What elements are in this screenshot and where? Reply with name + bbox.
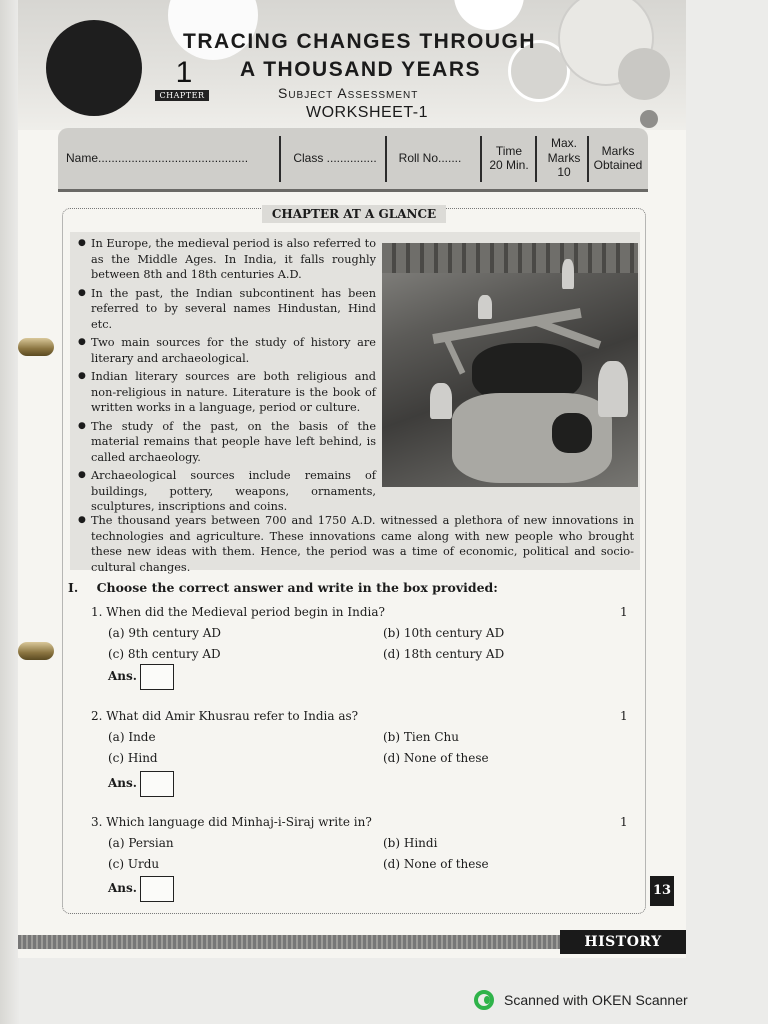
q1-option-b: (b) 10th century AD [383,626,505,640]
decorative-circle [454,0,524,30]
photo-pit [552,413,592,453]
q1-option-d: (d) 18th century AD [383,647,505,661]
photo-worker [478,295,492,319]
section-number: I. [68,580,79,595]
section-instruction: Choose the correct answer and write in the box provided: [96,580,498,595]
question-2-text: 2. What did Amir Khusrau refer to India as? [91,709,359,723]
roll-no-field: Roll No....... [398,150,462,165]
page-edge-shadow [0,0,20,1024]
chapter-title-line2: A THOUSAND YEARS [240,58,482,81]
q1-answer-box[interactable] [140,664,174,690]
subject-tag: HISTORY [560,930,686,954]
subject-assessment-subtitle: Subject Assessment [278,85,419,101]
time-field [484,128,534,188]
photo-worker [562,259,574,289]
glance-bullet: ● Two main sources for the study of history are literary and archaeological. [78,335,376,366]
photo-worker [598,361,628,417]
question-section-title [68,580,498,595]
glance-bullet: ● Indian literary sources are both religious and non-religious in nature. Literature is the book of written works in a language, period or culture. [78,369,376,416]
student-info-bar [58,128,648,192]
divider [587,136,589,182]
marks-obtained-field [590,128,646,188]
glance-bullet: ● In the past, the Indian subcontinent has been referred to by several names Hindustan, Hind etc. [78,286,376,333]
page-number: 13 [650,876,674,906]
glance-bullet: ● The study of the past, on the basis of the material remains that people have left behind, is called archaeology. [78,419,376,466]
name-field: Name............................................. [66,150,249,165]
chapter-tag: CHAPTER [155,90,209,101]
marks-label: Marks [547,150,581,165]
q2-answer-box[interactable] [140,771,174,797]
photo-wall [382,243,638,273]
divider [385,136,387,182]
q1-option-c: (c) 8th century AD [108,647,221,661]
glance-bullet: ● Archaeological sources include remains of buildings, pottery, weapons, ornaments, sculptures, inscriptions and coins. [78,468,376,515]
glance-bullet-list [78,236,376,518]
chapter-number: 1 [175,56,193,89]
q2-option-a: (a) Inde [108,730,156,744]
q3-answer-label: Ans. [108,881,137,895]
decorative-circle [46,20,142,116]
time-label: Time [495,143,523,158]
q2-option-b: (b) Tien Chu [383,730,459,744]
binder-ring [18,338,54,356]
marks-obtained-label1: Marks [601,143,635,158]
max-marks-value: 10 [557,165,571,180]
question-1-text: 1. When did the Medieval period begin in India? [91,605,385,619]
glance-bullet-wide: ● The thousand years between 700 and 1750 A.D. witnessed a plethora of new innovations in technologies and agriculture. These innovations came along with new people who brought these new ideas with them. Hence, the period was a time of economic, political and socio-cultural changes. [78,513,634,575]
photo-worker [430,383,452,419]
q3-option-c: (c) Urdu [108,857,160,871]
worksheet-label: WORKSHEET-1 [306,104,428,121]
max-label: Max. [550,136,577,151]
q3-option-b: (b) Hindi [383,836,438,850]
question-3-marks: 1 [620,815,628,829]
q2-option-d: (d) None of these [383,751,489,765]
oken-scanner-logo-icon [474,990,494,1010]
class-field: Class ............... [293,150,377,165]
question-2-marks: 1 [620,709,628,723]
scanner-watermark [474,990,688,1010]
max-marks-field [540,128,588,188]
q3-answer-box[interactable] [140,876,174,902]
glance-bullet: ● In Europe, the medieval period is also referred to as the Middle Ages. In India, it falls roughly between 8th and 18th centuries A.D. [78,236,376,283]
q2-answer-label: Ans. [108,776,137,790]
chapter-title-line1: TRACING CHANGES THROUGH [183,30,536,53]
divider [535,136,537,182]
decorative-circle [618,48,670,100]
glance-title: CHAPTER AT A GLANCE [262,205,446,223]
divider [279,136,281,182]
marks-obtained-label2: Obtained [593,158,643,172]
divider [480,136,482,182]
photo-plank [445,339,466,374]
q1-option-a: (a) 9th century AD [108,626,222,640]
q1-answer-label: Ans. [108,669,137,683]
scanner-text: Scanned with OKEN Scanner [504,992,688,1008]
time-value: 20 Min. [489,158,529,172]
binder-ring [18,642,54,660]
q3-option-a: (a) Persian [108,836,174,850]
decorative-dot [640,110,658,128]
q2-option-c: (c) Hind [108,751,158,765]
question-3-text: 3. Which language did Minhaj-i-Siraj write in? [91,815,372,829]
question-1-marks: 1 [620,605,628,619]
archaeology-excavation-photo [382,243,638,487]
q3-option-d: (d) None of these [383,857,489,871]
